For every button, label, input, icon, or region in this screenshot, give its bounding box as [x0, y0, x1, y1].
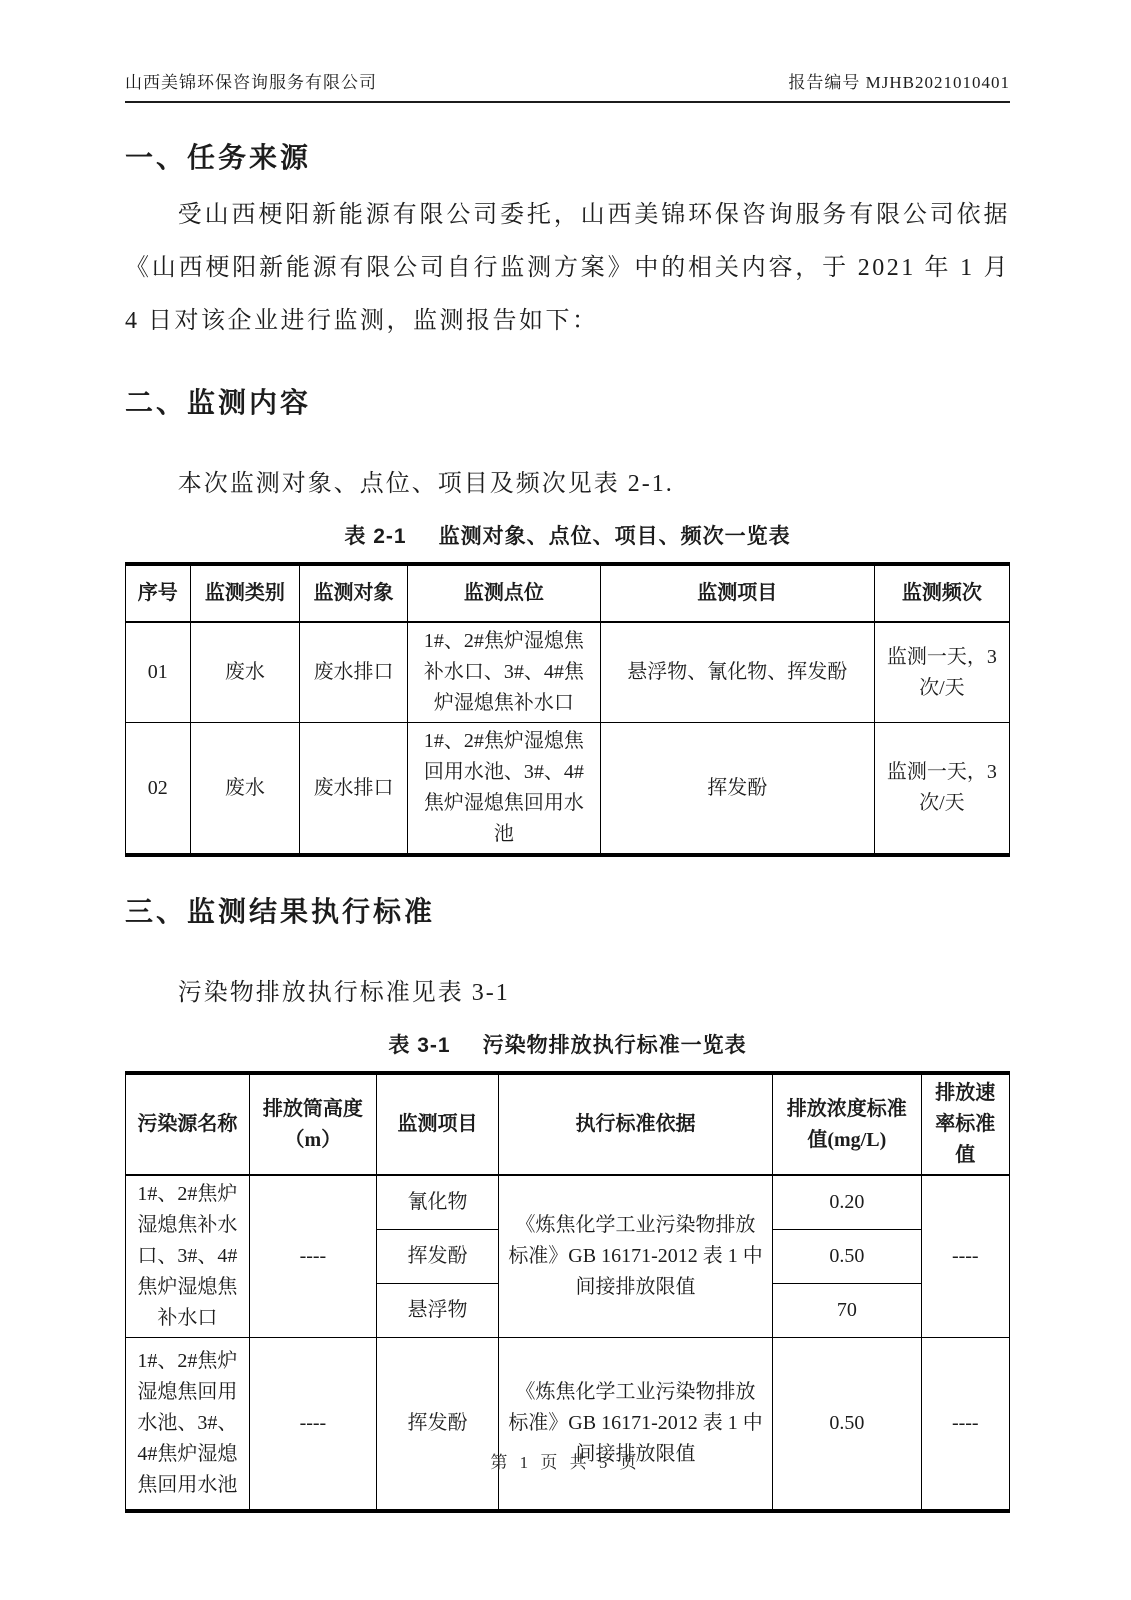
header-cell-rate: 排放速率标准值	[921, 1073, 1009, 1175]
cell-item: 挥发酚	[600, 723, 874, 856]
cell-basis: 《炼焦化学工业污染物排放标准》GB 16171-2012 表 1 中间接排放限值	[499, 1175, 773, 1338]
section-2-title: 二、监测内容	[125, 387, 312, 418]
table-2-1-caption-title: 监测对象、点位、项目、频次一览表	[438, 525, 791, 548]
header-cell-concentration: 排放浓度标准值(mg/L)	[773, 1073, 922, 1175]
cell-point: 1#、2#焦炉湿熄焦补水口、3#、4#焦炉湿熄焦补水口	[407, 622, 600, 723]
header-cell-frequency: 监测频次	[874, 564, 1009, 622]
emission-standard-table	[125, 1071, 1010, 1513]
cell-limit: 70	[773, 1283, 922, 1337]
cell-frequency: 监测一天，3 次/天	[874, 723, 1009, 856]
cell-limit: 0.50	[773, 1338, 922, 1511]
cell-category: 废水	[190, 723, 300, 856]
table-3-1-caption-label: 表 3-1	[388, 1034, 451, 1057]
section-3-lead: 污染物排放执行标准见表 3-1	[177, 980, 510, 1006]
monitoring-content-table	[125, 562, 1010, 857]
cell-item: 挥发酚	[377, 1229, 499, 1283]
cell-point: 1#、2#焦炉湿熄焦回用水池、3#、4#焦炉湿熄焦回用水池	[407, 723, 600, 856]
page-header	[125, 68, 1010, 103]
header-cell-point: 监测点位	[407, 564, 600, 622]
header-cell-seq: 序号	[126, 564, 191, 622]
cell-category: 废水	[190, 622, 300, 723]
cell-item: 悬浮物、氰化物、挥发酚	[600, 622, 874, 723]
report-number: 报告编号 MJHB2021010401	[788, 73, 1010, 92]
header-cell-stack-height: 排放筒高度（m）	[249, 1073, 376, 1175]
cell-rate: ----	[921, 1338, 1009, 1511]
page-number: 第 1 页 共 5 页	[490, 1453, 641, 1472]
table-2-1-caption-label: 表 2-1	[344, 525, 407, 548]
table-row	[126, 1175, 1010, 1229]
table-row	[126, 723, 1010, 856]
header-cell-basis: 执行标准依据	[499, 1073, 773, 1175]
cell-basis: 《炼焦化学工业污染物排放标准》GB 16171-2012 表 1 中间接排放限值	[499, 1338, 773, 1511]
cell-stack-height: ----	[249, 1338, 376, 1511]
section-1-title: 一、任务来源	[125, 142, 312, 173]
header-cell-source: 污染源名称	[126, 1073, 250, 1175]
table-2-1-caption	[125, 520, 1010, 550]
cell-item: 氰化物	[377, 1175, 499, 1229]
table-3-1-caption-title: 污染物排放执行标准一览表	[482, 1034, 747, 1057]
section-3-title: 三、监测结果执行标准	[125, 896, 436, 927]
cell-seq: 01	[126, 622, 191, 723]
table-row	[126, 622, 1010, 723]
cell-source: 1#、2#焦炉湿熄焦回用水池、3#、4#焦炉湿熄焦回用水池	[126, 1338, 250, 1511]
cell-seq: 02	[126, 723, 191, 856]
table-3-1-caption	[125, 1029, 1010, 1059]
header-cell-item: 监测项目	[377, 1073, 499, 1175]
cell-limit: 0.50	[773, 1229, 922, 1283]
table-header-row	[126, 1073, 1010, 1175]
section-2-lead: 本次监测对象、点位、项目及频次见表 2-1.	[177, 471, 674, 497]
cell-item: 悬浮物	[377, 1283, 499, 1337]
cell-object: 废水排口	[300, 723, 408, 856]
cell-frequency: 监测一天，3 次/天	[874, 622, 1009, 723]
table-row	[126, 1338, 1010, 1511]
company-name: 山西美锦环保咨询服务有限公司	[125, 73, 377, 92]
header-cell-item: 监测项目	[600, 564, 874, 622]
cell-stack-height: ----	[249, 1175, 376, 1338]
cell-item: 挥发酚	[377, 1338, 499, 1511]
table-header-row	[126, 564, 1010, 622]
cell-source: 1#、2#焦炉湿熄焦补水口、3#、4#焦炉湿熄焦补水口	[126, 1175, 250, 1338]
cell-rate: ----	[921, 1175, 1009, 1338]
cell-object: 废水排口	[300, 622, 408, 723]
cell-limit: 0.20	[773, 1175, 922, 1229]
header-cell-object: 监测对象	[300, 564, 408, 622]
header-cell-category: 监测类别	[190, 564, 300, 622]
task-source-paragraph: 受山西梗阳新能源有限公司委托，山西美锦环保咨询服务有限公司依据《山西梗阳新能源有限公司自行监测方案》中的相关内容，于 2021 年 1 月 4 日对该企业进行监测，监测报告如下：	[125, 202, 1010, 334]
